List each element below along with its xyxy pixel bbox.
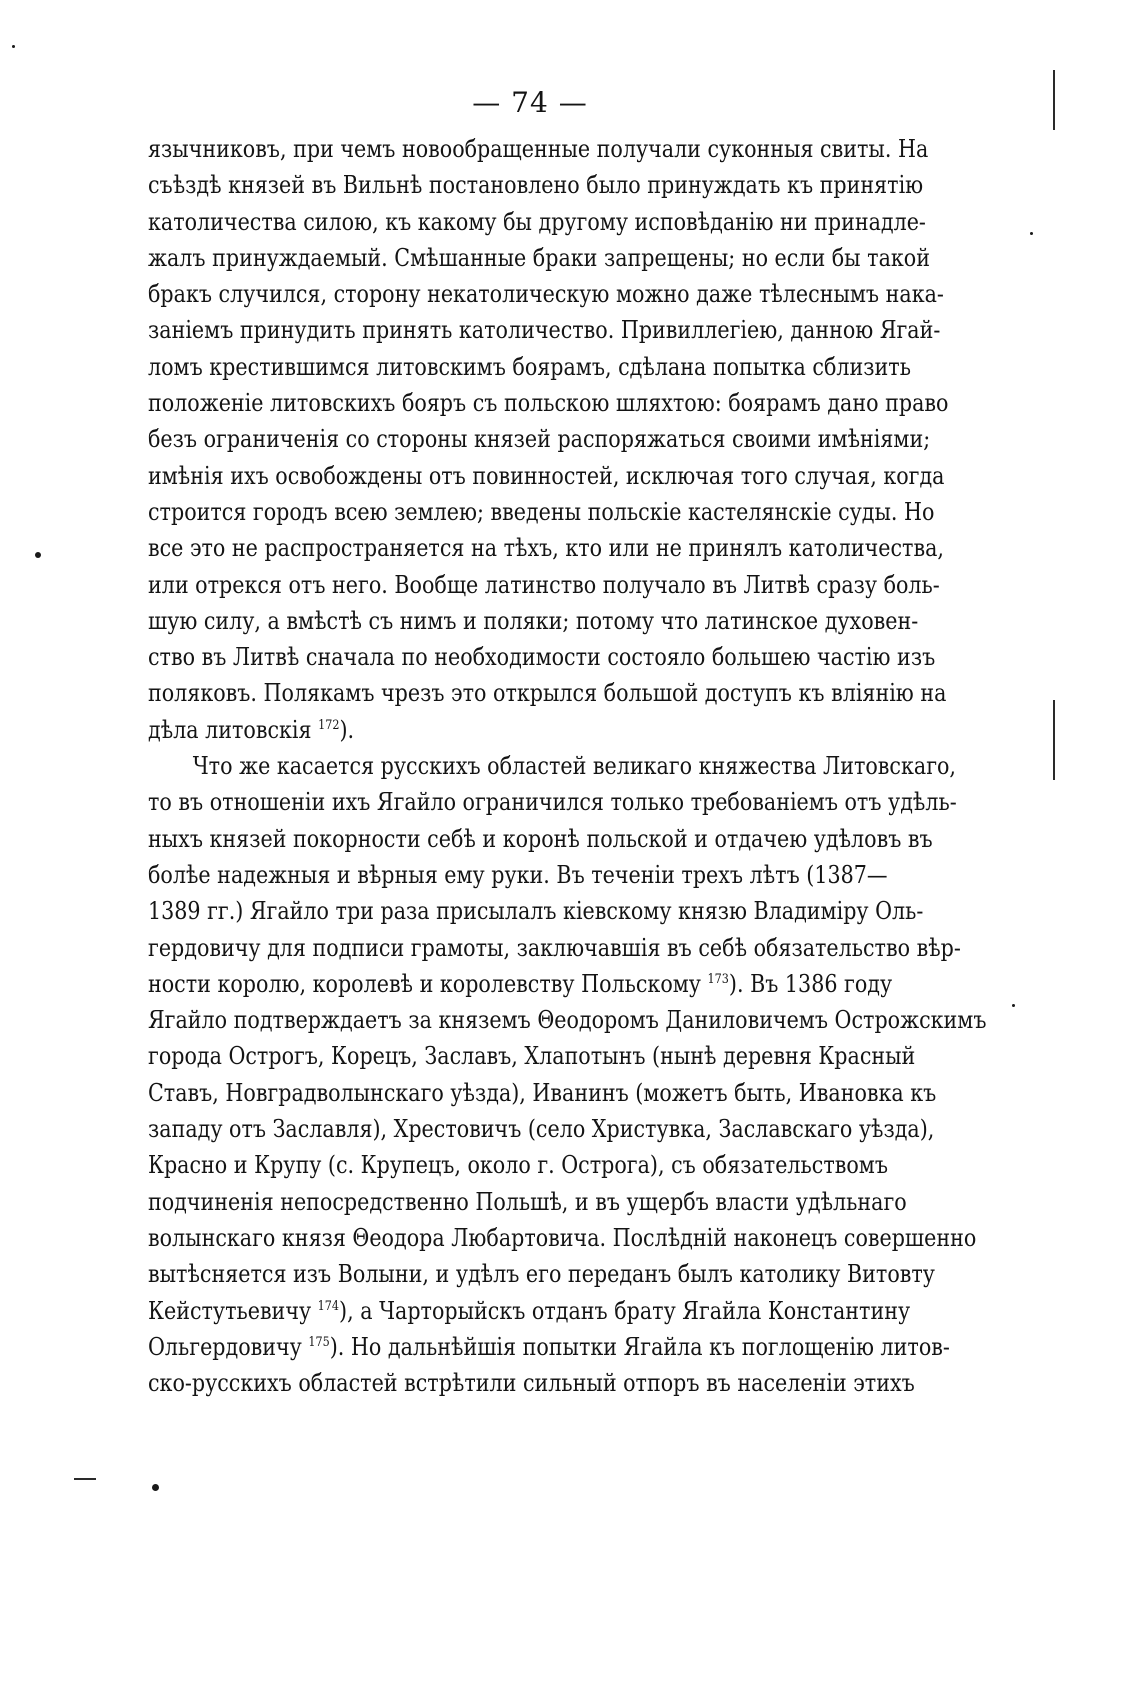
text-line: поляковъ. Полякамъ чрезъ это открылся большой доступъ къ вліянію на [148,679,947,708]
text-line: 1389 гг.) Ягайло три раза присылалъ кіевскому князю Владиміру Оль- [148,897,924,926]
text-line: вытѣсняется изъ Волыни, и удѣлъ его переданъ былъ католику Витовту [148,1260,935,1289]
text-line: Ягайло подтверждаетъ за княземъ Θеодоромъ Даниловичемъ Острожскимъ [148,1006,987,1035]
footnote-ref-175: 175 [308,1334,330,1350]
paragraph-2 [148,748,987,1401]
text-segment: Кейстутьевичу [148,1296,312,1325]
text-line: ломъ крестившимся литовскимъ боярамъ, сдѣлана попытка сблизить [148,352,911,381]
text-line: Что же касается русскихъ областей великаго княжества Литовскаго, [192,752,956,781]
text-line: ство въ Литвѣ сначала по необходимости состояло большею частію изъ [148,643,936,672]
scan-speck [152,1484,159,1491]
text-segment: дѣла литовскія [148,715,312,744]
page-number: — 74 — [472,86,588,119]
text-line: все это не распространяется на тѣхъ, кто или не принялъ католичества, [148,534,944,563]
scan-edge-line [1053,700,1055,780]
text-line: то въ отношеніи ихъ Ягайло ограничился только требованіемъ отъ удѣль- [148,788,957,817]
text-line: или отрекся отъ него. Вообще латинство получало въ Литвѣ сразу боль- [148,570,940,599]
text-line [148,1293,911,1329]
footnote-ref-174: 174 [317,1298,340,1314]
text-segment: ). Но дальнѣйшія попытки Ягайла къ поглощенію литов- [329,1332,950,1361]
text-segment: ). Въ 1386 году [728,969,893,998]
text-segment: Ольгердовичу [148,1332,302,1361]
text-line: католичества силою, къ какому бы другому исповѣданію ни принадле- [148,207,926,236]
text-segment: ). [339,715,355,744]
text-line: гердовичу для подписи грамоты, заключавшія въ себѣ обязательство вѣр- [148,933,961,962]
text-line: съѣздѣ князей въ Вильнѣ постановлено было принуждать къ принятію [148,171,924,200]
scan-speck [12,45,15,48]
scan-speck [35,552,41,558]
paragraph-1 [148,131,966,748]
text-line: западу отъ Заславля), Хрестовичъ (село Христувка, Заславскаго уѣзда), [148,1115,935,1144]
text-line: строится городъ всею землею; введены польскіе кастелянскіе суды. Но [148,497,935,526]
text-segment: ), а Чарторыйскъ отданъ брату Ягайла Константину [339,1296,911,1325]
scan-edge-line [1053,70,1055,130]
text-line [148,1329,950,1365]
text-segment: ности королю, королевѣ и королевству Польскому [148,969,701,998]
text-line: болѣе надежныя и вѣрныя ему руки. Въ теченіи трехъ лѣтъ (1387— [148,860,888,889]
text-line: язычниковъ, при чемъ новообращенные получали суконныя свиты. На [148,135,929,163]
footnote-ref-172: 172 [318,717,340,733]
text-line: Красно и Крупу (с. Крупецъ, около г. Острога), съ обязательствомъ [148,1151,888,1180]
text-line: имѣнія ихъ освобождены отъ повинностей, исключая того случая, когда [148,461,945,490]
scan-mark [74,1478,96,1480]
text-line: заніемъ принудить принять католичество. Привиллегіею, данною Ягай- [148,316,941,345]
text-line: ныхъ князей покорности себѣ и коронѣ польской и отдачею удѣловъ въ [148,824,933,853]
text-line: жалъ принуждаемый. Смѣшанные браки запрещены; но если бы такой [148,243,930,272]
text-line: подчиненія непосредственно Польшѣ, и въ ущербъ власти удѣльнаго [148,1187,907,1216]
scan-speck [1030,232,1033,235]
text-line: бракъ случился, сторону некатолическую можно даже тѣлеснымъ нака- [148,280,944,309]
text-line: ско-русскихъ областей встрѣтили сильный отпоръ въ населеніи этихъ [148,1369,915,1398]
scan-speck [1012,1004,1015,1007]
text-line: положеніе литовскихъ бояръ съ польскою шляхтою: боярамъ дано право [148,389,949,418]
footnote-ref-173: 173 [707,971,729,987]
text-line: волынскаго князя Θеодора Любартовича. Послѣдній наконецъ совершенно [148,1223,977,1252]
text-line [148,712,851,748]
text-line: шую силу, а вмѣстѣ съ нимъ и поляки; потому что латинское духовен- [148,606,919,635]
text-line [148,966,893,1002]
body-text [148,131,987,1401]
text-line: города Острогъ, Корецъ, Заславъ, Хлапотынъ (нынѣ деревня Красный [148,1042,916,1071]
text-line: Ставъ, Новградволынскаго уѣзда), Иванинъ (можетъ быть, Ивановка къ [148,1078,937,1107]
text-line: безъ ограниченія со стороны князей распоряжаться своими имѣніями; [148,425,931,454]
